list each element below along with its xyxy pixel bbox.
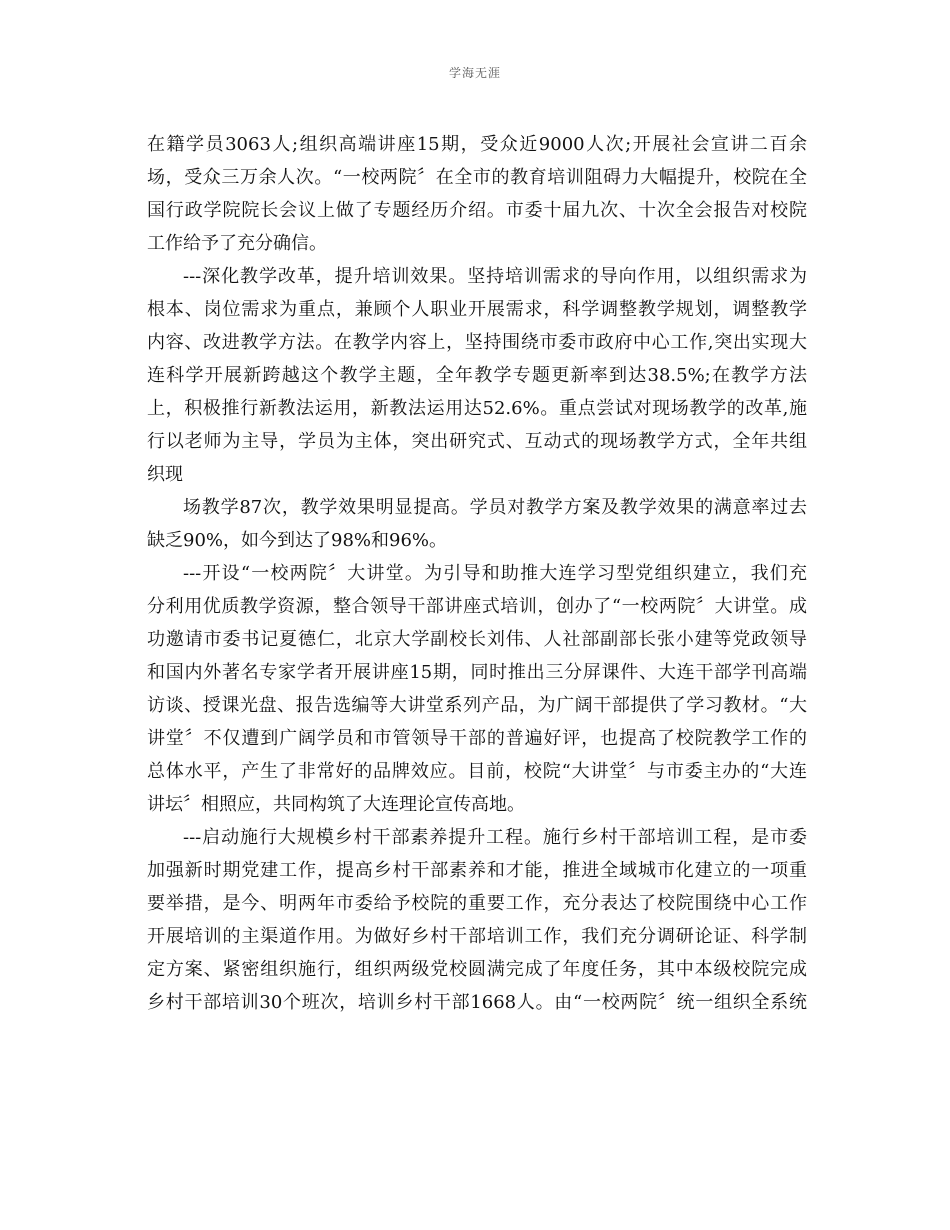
page-header: 学海无涯	[448, 66, 501, 80]
text-line: 讲坛〞相照应，共同构筑了大连理论宣传高地。	[147, 794, 525, 815]
text-line: 上，积极推行新教法运用，新教法运用达52.6%。重点尝试对现场教学的改革,施	[147, 398, 807, 419]
text-line: ---启动施行大规模乡村干部素养提升工程。施行乡村干部培训工程，是市委	[183, 827, 807, 848]
text-line: 行以老师为主导，学员为主体，突出研究式、互动式的现场教学方式，全年共组	[147, 431, 807, 452]
text-line: 连科学开展新跨越这个教学主题，全年教学专题更新率到达38.5%;在教学方法	[147, 365, 807, 386]
text-line: 分利用优质教学资源，整合领导干部讲座式培训，创办了“一校两院〞大讲堂。成	[147, 596, 807, 617]
text-line: 国行政学院院长会议上做了专题经历介绍。市委十届九次、十次全会报告对校院	[147, 200, 807, 221]
text-line: 讲堂〞不仅遭到广阔学员和市管领导干部的普遍好评，也提高了校院教学工作的	[147, 728, 807, 749]
text-line: 织现	[147, 464, 183, 485]
text-line: 缺乏90%，如今到达了98%和96%。	[147, 530, 448, 551]
text-line: 开展培训的主渠道作用。为做好乡村干部培训工作，我们充分调研论证、科学制	[147, 926, 807, 947]
text-line: 加强新时期党建工作，提高乡村干部素养和才能，推进全域城市化建立的一项重	[147, 860, 807, 881]
text-line: 场，受众三万余人次。“一校两院〞在全市的教育培训阻碍力大幅提升，校院在全	[147, 167, 807, 188]
text-line: 内容、改进教学方法。在教学内容上，坚持围绕市委市政府中心工作,突出实现大	[147, 332, 807, 353]
text-line: 功邀请市委书记夏德仁，北京大学副校长刘伟、人社部副部长张小建等党政领导	[147, 629, 807, 650]
text-line: 总体水平，产生了非常好的品牌效应。目前，校院“大讲堂〞与市委主办的“大连	[147, 761, 807, 782]
text-line: 要举措，是今、明两年市委给予校院的重要工作，充分表达了校院围绕中心工作	[147, 893, 807, 914]
text-line: 访谈、授课光盘、报告选编等大讲堂系列产品，为广阔干部提供了学习教材。“大	[147, 695, 807, 716]
text-line: ---开设“一校两院〞大讲堂。为引导和助推大连学习型党组织建立，我们充	[183, 563, 807, 584]
text-line: 工作给予了充分确信。	[147, 233, 327, 254]
text-line: 根本、岗位需求为重点，兼顾个人职业开展需求，科学调整教学规划，调整教学	[147, 299, 807, 320]
text-line: 场教学87次，教学效果明显提高。学员对教学方案及教学效果的满意率过去	[183, 497, 807, 518]
text-line: 在籍学员3063人;组织高端讲座15期，受众近9000人次;开展社会宣讲二百余	[147, 134, 807, 155]
text-line: 和国内外著名专家学者开展讲座15期，同时推出三分屏课件、大连干部学刊高端	[147, 662, 807, 683]
text-line: 乡村干部培训30个班次，培训乡村干部1668人。由“一校两院〞统一组织全系统	[147, 992, 807, 1013]
text-line: 定方案、紧密组织施行，组织两级党校圆满完成了年度任务，其中本级校院完成	[147, 959, 807, 980]
document-body	[147, 128, 807, 1019]
text-line: ---深化教学改革，提升培训效果。坚持培训需求的导向作用，以组织需求为	[183, 266, 807, 287]
